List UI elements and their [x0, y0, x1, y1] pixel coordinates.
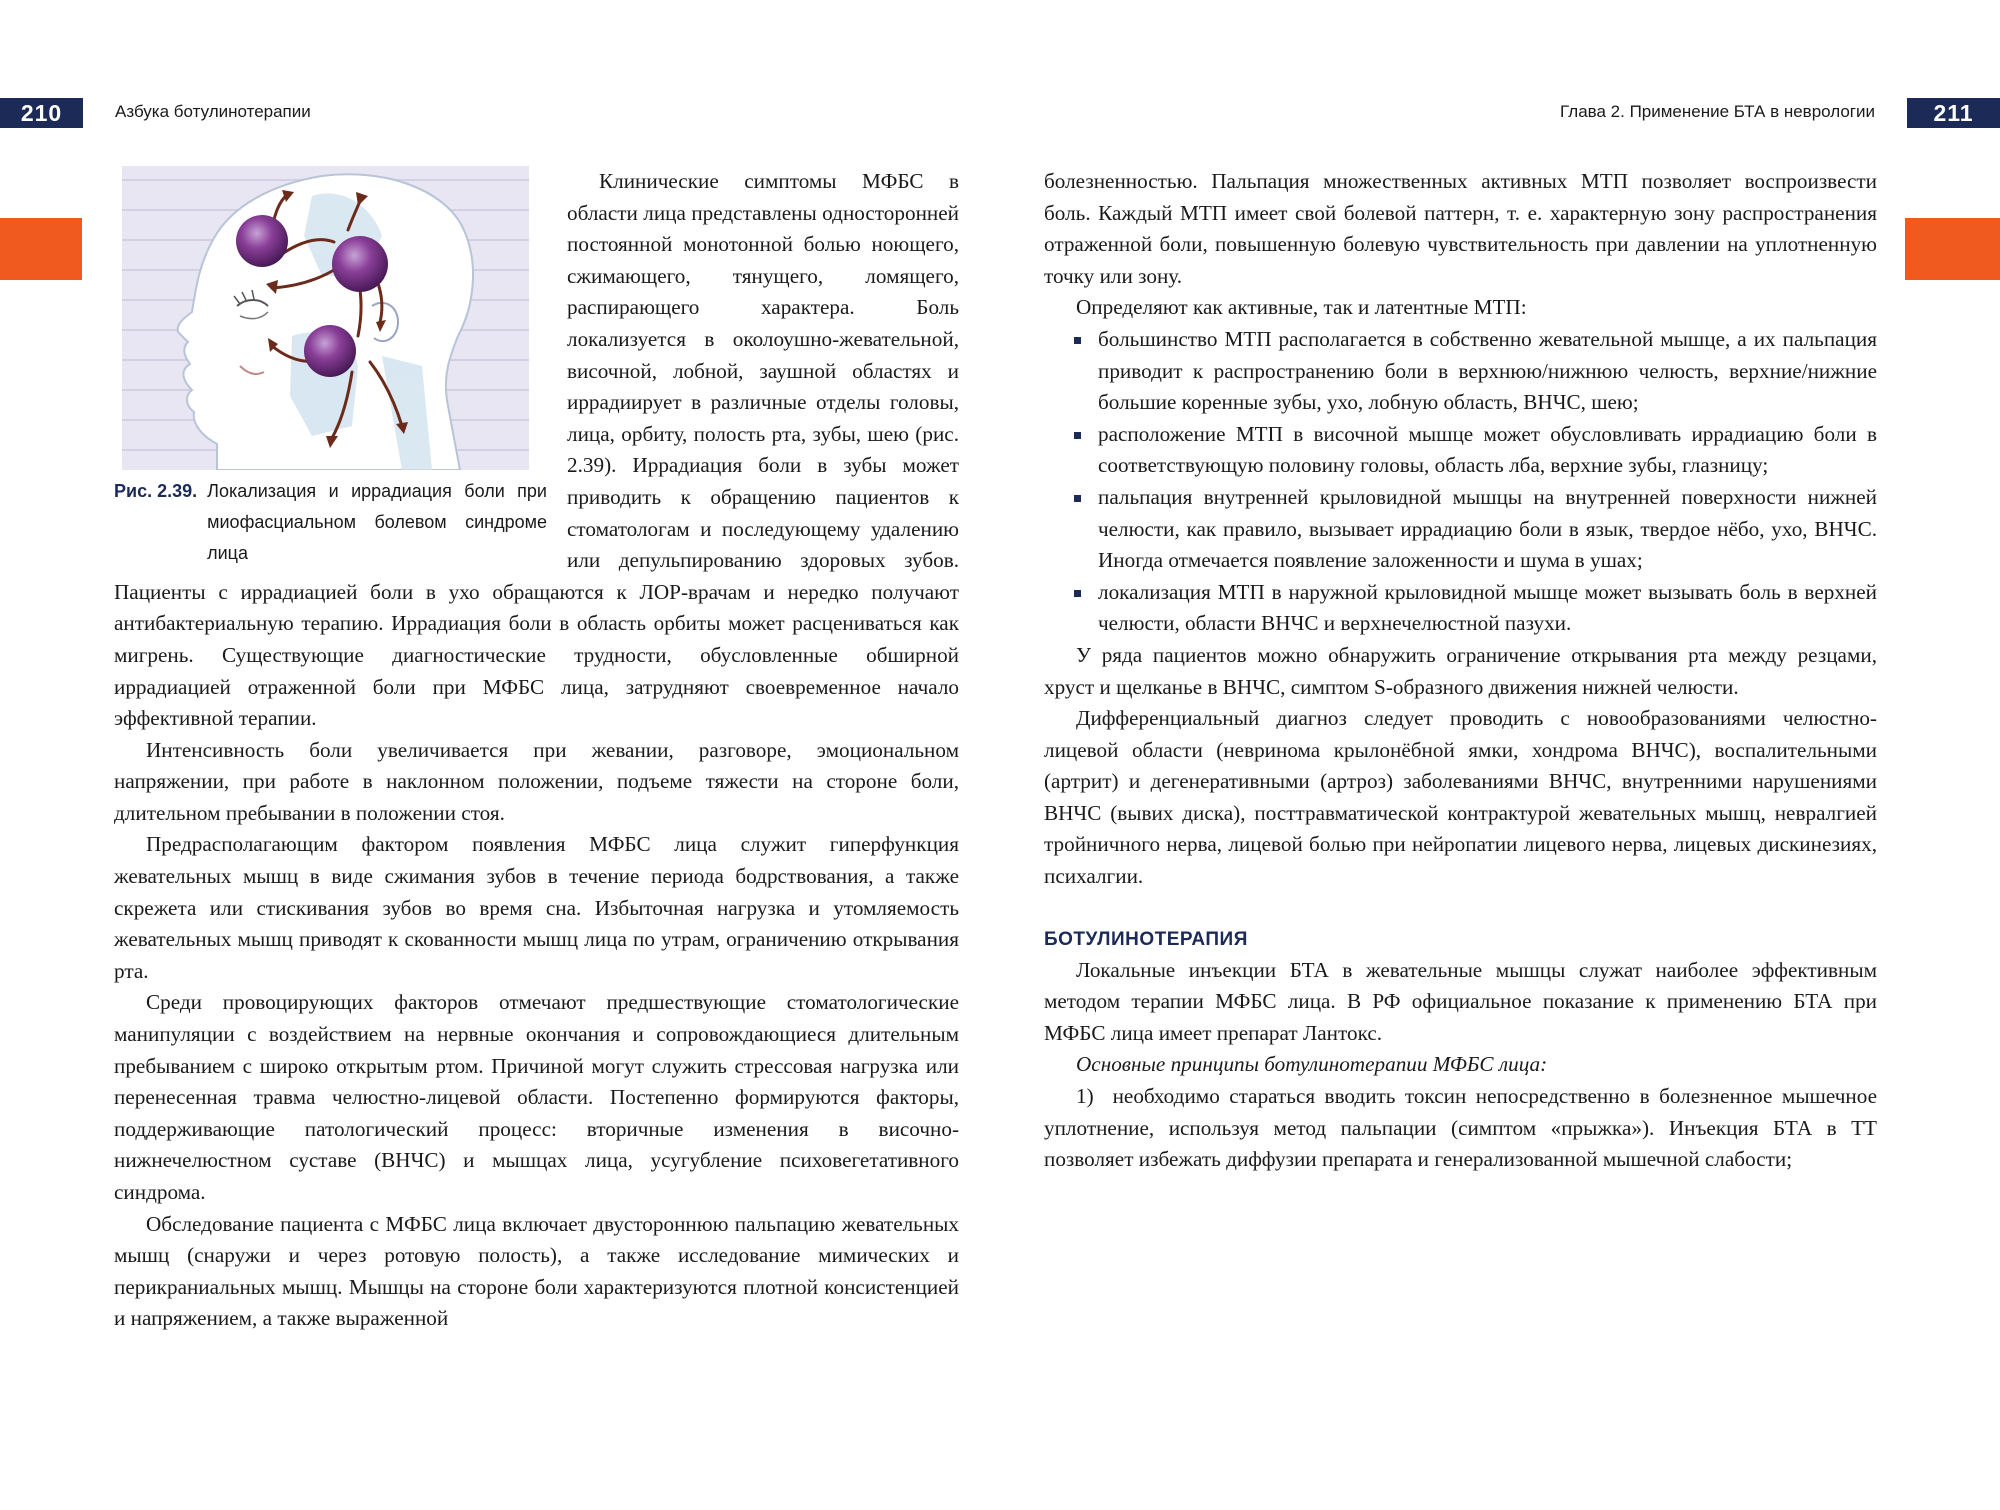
section-heading: БОТУЛИНОТЕРАПИЯ: [1044, 928, 1248, 950]
paragraph: Локальные инъекции БТА в жевательные мышцы служат наиболее эффективным методом терапии МФБС лица. В РФ официальное показание к применению БТА при МФБС лица имеет препарат Лантокс.: [1044, 957, 1877, 1045]
paragraph: Среди провоцирующих факторов отмечают предшествующие стоматологические манипуляции с воздействием на нервные окончания и сопровождающиеся длительным пребыванием с широко открытым ртом. Причиной могут служить стрессовая нагрузка или перенесенная травма челюстно-лицевой области. Постепенно формируются факторы, поддерживающие патологический процесс: вторичные изменения в височно-нижнечелюстном суставе (ВНЧС) и мышцах лица, усугубление психовегетативного синдрома.: [114, 990, 959, 1204]
paragraph: Клинические симптомы МФБС в области лица представлены односторонней постоянной монотонной болью ноющего, сжимающего, тянущего, ломящего, распирающего характера. Боль локализуется в околоушно-жевательной, височной, лобной, заушной областях и иррадиирует в различные отделы головы, лица, орбиту, полость рта, зубы, шею (рис. 2.39). Иррадиация боли в зубы может приводить к обращению пациентов к стоматологам и последующему удалению или депульпированию здоровых зубов. Пациенты с иррадиацией боли в ухо обращаются к ЛОР-врачам и нередко получают антибактериальную терапию. Иррадиация боли в область орбиты может расцениваться как мигрень. Существующие диагностические трудности, обусловленные обширной иррадиацией отраженной боли при МФБС лица, затрудняют своевременное начало эффективной терапии.: [114, 169, 959, 731]
figure-label: Рис. 2.39.: [114, 481, 198, 501]
right-column: [1044, 166, 1877, 1176]
list-item: локализация МТП в наружной крыловидной мышце может вызывать боль в верхней челюсти, области ВНЧС и верхнечелюстной пазухи.: [1098, 577, 1877, 640]
running-head-left: Азбука ботулинотерапии: [115, 102, 311, 121]
paragraph: Обследование пациента с МФБС лица включает двустороннюю пальпацию жевательных мышц (снаружи и через ротовую полость), а также исследование мимических и перикраниальных мышц. Мышцы на стороне боли характеризуются плотной консистенцией и напряжением, а также выраженной: [114, 1211, 959, 1331]
list-intro: Определяют как активные, так и латентные МТП:: [1076, 295, 1527, 320]
bullet-list: [1044, 324, 1877, 640]
figure-illustration: [122, 166, 529, 470]
list-item: большинство МТП располагается в собственно жевательной мышце, а их пальпация приводит к распространению боли в верхнюю/нижнюю челюсть, верхние/нижние большие коренные зубы, ухо, лобную область, ВНЧС, шею;: [1098, 324, 1877, 419]
chapter-tab-right: [1905, 218, 2000, 280]
page-number-right: 211: [1907, 98, 2000, 128]
left-column: [114, 166, 959, 1335]
paragraph: Предрасполагающим фактором появления МФБС лица служит гиперфункция жевательных мышц в виде сжимания зубов в течение периода бодрствования, а также скрежета или стискивания зубов во время сна. Избыточная нагрузка и утомляемость жевательных мышц приводят к скованности мышц лица по утрам, ограничению открывания рта.: [114, 832, 959, 983]
paragraph: Интенсивность боли увеличивается при жевании, разговоре, эмоциональном напряжении, при работе в наклонном положении, подъеме тяжести на стороне боли, длительном пребывании в положении стоя.: [114, 737, 959, 825]
figure-caption-text: Локализация и иррадиация боли при миофасциальном болевом синдроме лица: [207, 481, 547, 563]
head-pain-diagram: [122, 166, 529, 470]
principle-item: 1) необходимо стараться вводить токсин непосредственно в болезненное мышечное уплотнение, используя метод пальпации (симптом «прыжка»). Инъекция БТА в ТТ позволяет избежать диффузии препарата и генерализованной мышечной слабости;: [1044, 1084, 1877, 1172]
paragraph: болезненностью. Пальпация множественных активных МТП позволяет воспроизвести боль. Каждый МТП имеет свой болевой паттерн, т. е. характерную зону распространения отраженной боли, повышенную болевую чувствительность при давлении на уплотненную точку или зону.: [1044, 169, 1877, 288]
paragraph: Дифференциальный диагноз следует проводить с новообразованиями челюстно-лицевой области (невринома крылонёбной ямки, хондрома ВНЧС), воспалительными (артрит) и дегенеративными (артроз) заболеваниями ВНЧС, внутренними нарушениями ВНЧС (вывих диска), посттравматической контрактурой жевательных мышц, невралгией тройничного нерва, лицевой болью при нейропатии лицевого нерва, лицевых дискинезиях, психалгии.: [1044, 706, 1877, 889]
figure-2-39: [114, 166, 547, 569]
list-item: расположение МТП в височной мышце может обусловливать иррадиацию боли в соответствующую половину головы, область лба, верхние зубы, глазницу;: [1098, 419, 1877, 482]
paragraph: У ряда пациентов можно обнаружить ограничение открывания рта между резцами, хруст и щелканье в ВНЧС, симптом S-образного движения нижней челюсти.: [1044, 642, 1877, 699]
chapter-tab-left: [0, 218, 82, 280]
running-head-right: Глава 2. Применение БТА в неврологии: [1560, 102, 1875, 121]
figure-caption: [114, 476, 547, 569]
principles-title: Основные принципы ботулинотерапии МФБС лица:: [1076, 1052, 1548, 1077]
list-item: пальпация внутренней крыловидной мышцы на внутренней поверхности нижней челюсти, как правило, вызывает иррадиацию боли в язык, твердое нёбо, ухо, ВНЧС. Иногда отмечается появление заложенности и шума в ушах;: [1098, 482, 1877, 577]
page-number-left: 210: [0, 98, 83, 128]
